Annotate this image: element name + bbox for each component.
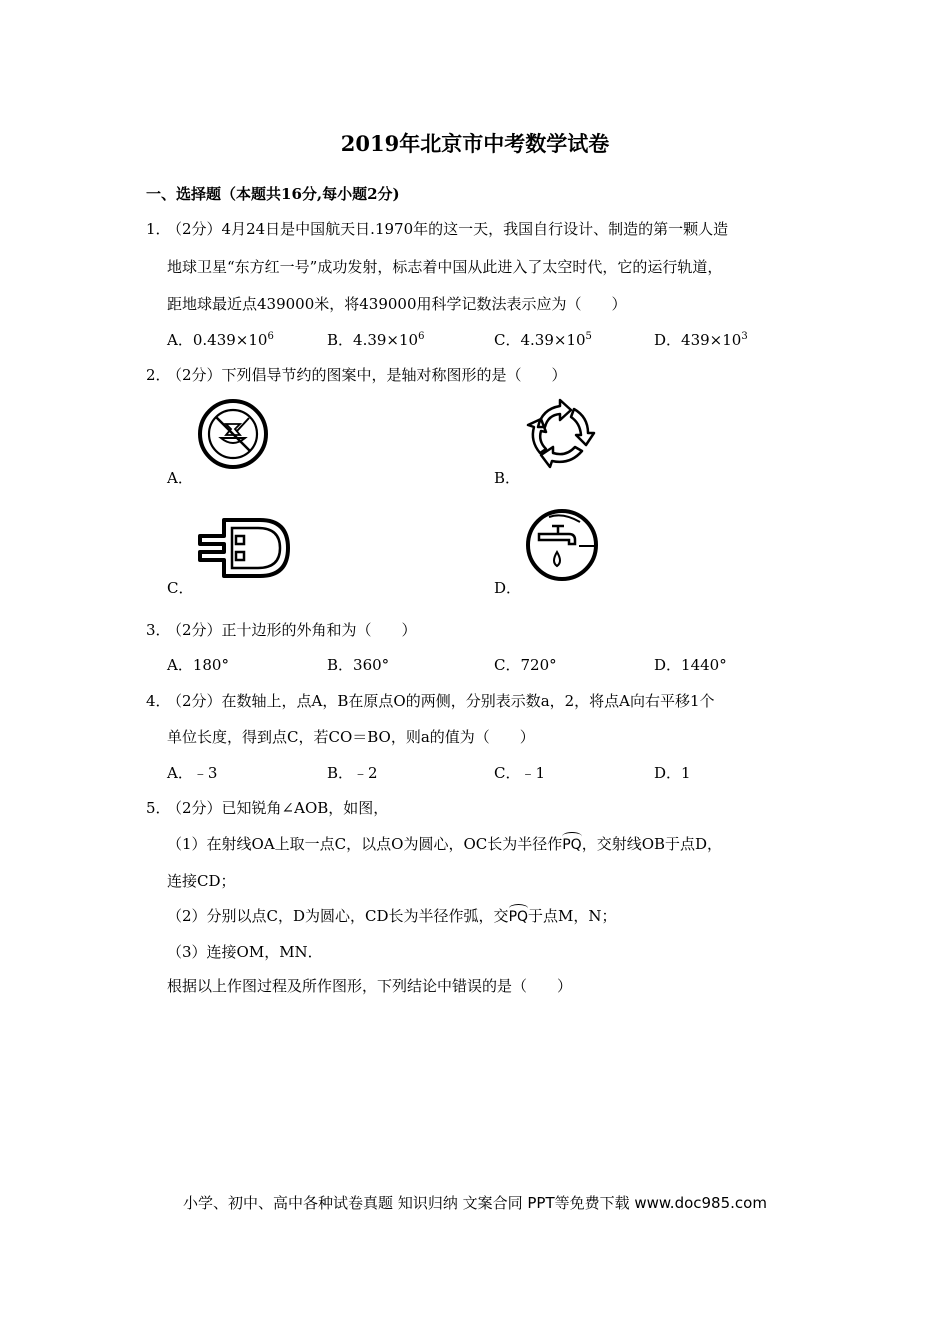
q5-step2: （2）分别以点C，D为圆心，CD长为半径作弧，交PQ于点M，N； (167, 907, 617, 925)
q3-option-b: B．360° (327, 656, 390, 674)
q1-line1: （2分）4月24日是中国航天日.1970年的这一天，我国自行设计、制造的第一颗人造 (167, 220, 729, 238)
q3-option-a: A．180° (167, 656, 229, 674)
q5-number: 5． (146, 799, 171, 817)
q4-number: 4． (146, 692, 171, 710)
q3-text: （2分）正十边形的外角和为（ ） (167, 621, 417, 639)
q3-option-d: D．1440° (654, 656, 727, 674)
q5-step3: （3）连接OM，MN． (167, 943, 323, 961)
q4-option-a: A．﹣3 (167, 764, 218, 782)
no-food-waste-icon (197, 398, 269, 470)
page-title: 2019年北京市中考数学试卷 (340, 131, 610, 156)
q1-option-a: A．$0.439\times 10^6$ (167, 331, 274, 349)
q3-option-c: C．720° (494, 656, 557, 674)
q4-option-c: C．﹣1 (494, 764, 546, 782)
q1-option-c: C．$4.39\times 10^5$ (494, 331, 592, 349)
recycle-arrows-icon (524, 397, 600, 471)
q2-text: （2分）下列倡导节约的图案中，是轴对称图形的是（ ） (167, 366, 567, 384)
q3-number: 3． (146, 621, 171, 639)
section-heading: 一、选择题（本题共16分,每小题2分) (146, 185, 400, 203)
q1-option-d: D．$439\times 10^3$ (654, 331, 748, 349)
q1-option-b: B．$4.39\times 10^6$ (327, 331, 425, 349)
q5-question: 根据以上作图过程及所作图形，下列结论中错误的是（ ） (167, 977, 573, 995)
q1-line2: 地球卫星“东方红一号”成功发射，标志着中国从此进入了太空时代，它的运行轨道， (167, 258, 723, 276)
footer-note: 小学、初中、高中各种试卷真题 知识归纳 文案合同 PPT等免费下载 www.doc985.com (183, 1194, 767, 1212)
q2-number: 2． (146, 366, 171, 384)
arc-pq-symbol: PQ (508, 909, 529, 925)
arc-pq-symbol: PQ (562, 837, 582, 853)
water-tap-icon (525, 508, 599, 582)
q5-step1: （1）在射线OA上取一点C，以点O为圆心，OC长为半径作PQ，交射线OB于点D， (167, 835, 723, 853)
power-plug-icon (194, 512, 294, 584)
q2-label-b: B． (494, 469, 521, 487)
q5-line1: （2分）已知锐角∠AOB，如图， (167, 799, 389, 817)
q2-label-a: A． (167, 469, 193, 487)
q2-label-c: C． (167, 579, 194, 597)
q4-line2: 单位长度，得到点C，若CO＝BO，则a的值为（ ） (167, 728, 535, 746)
q4-option-b: B．﹣2 (327, 764, 378, 782)
q4-line1: （2分）在数轴上，点A，B在原点O的两侧，分别表示数a，2，将点A向右平移1个 (167, 692, 715, 710)
q5-step1-cont: 连接CD； (167, 872, 236, 890)
q1-number: 1． (146, 220, 171, 238)
q4-option-d: D．1 (654, 764, 691, 782)
q2-label-d: D． (494, 579, 522, 597)
q1-line3: 距地球最近点439000米，将439000用科学记数法表示应为（ ） (167, 295, 627, 313)
